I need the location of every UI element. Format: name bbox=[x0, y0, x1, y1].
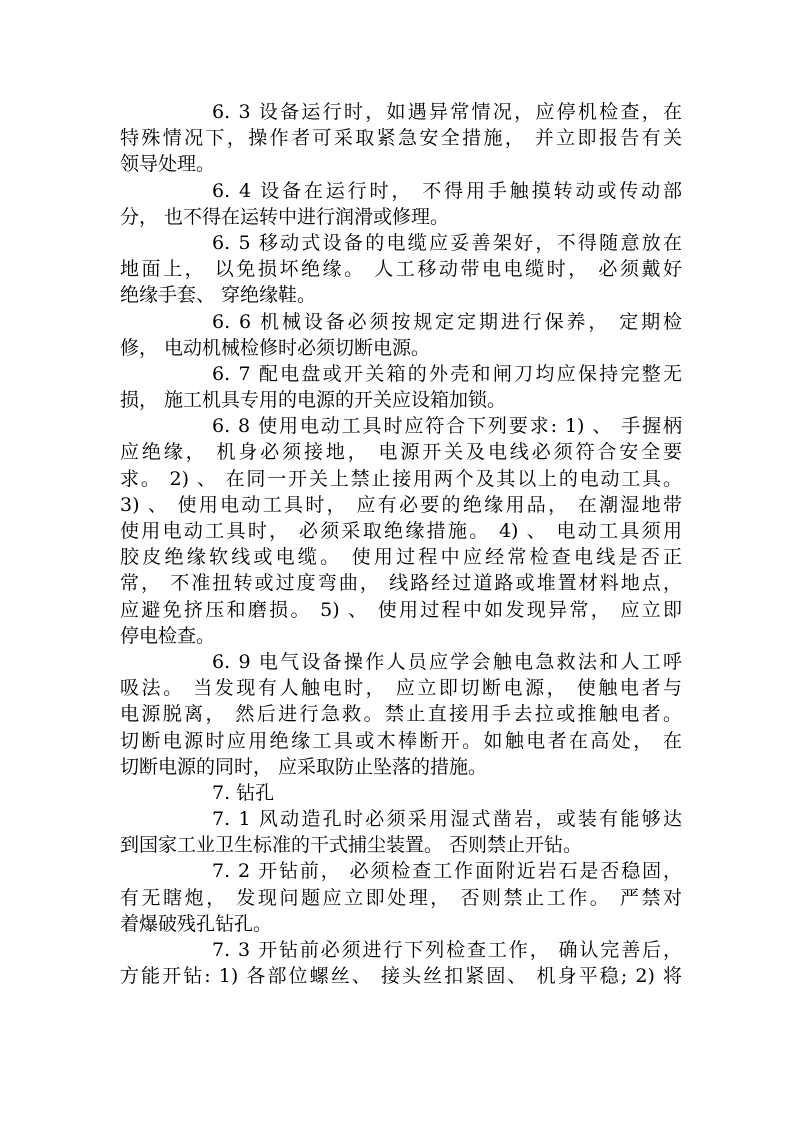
paragraph-6-7 bbox=[120, 361, 682, 413]
paragraph-6-3 bbox=[120, 99, 682, 178]
paragraph-6-9 bbox=[120, 649, 682, 780]
text-line: 6. 9 电气设备操作人员应学会触电急救法和人工呼 bbox=[212, 650, 682, 673]
text-line: 胶皮绝缘软线或电缆。 使用过程中应经常检查电线是否正 bbox=[120, 546, 682, 569]
text-line: 6. 4 设备在运行时， 不得用手触摸转动或传动部 bbox=[212, 179, 682, 202]
text-line: 地面上， 以免损坏绝缘。 人工移动带电电缆时， 必须戴好 bbox=[120, 258, 682, 281]
text-line: 着爆破残孔钻孔。 bbox=[120, 912, 273, 935]
paragraph-6-8 bbox=[120, 413, 682, 649]
text-line: 方能开钻: 1) 各部位螺丝、 接头丝扣紧固、 机身平稳; 2) 将 bbox=[120, 965, 682, 988]
section-heading-7 bbox=[120, 780, 682, 806]
text-line: 求。 2) 、 在同一开关上禁止接用两个及其以上的电动工具。 bbox=[120, 467, 682, 490]
text-line: 6. 7 配电盘或开关箱的外壳和闸刀均应保持完整无 bbox=[212, 362, 682, 385]
text-line: 损， 施工机具专用的电源的开关应设箱加锁。 bbox=[120, 389, 507, 412]
paragraph-6-4 bbox=[120, 178, 682, 230]
text-line: 电源脱离， 然后进行急救。禁止直接用手去拉或推触电者。 bbox=[120, 703, 682, 726]
text-line: 到国家工业卫生标准的干式捕尘装置。 否则禁止开钻。 bbox=[120, 834, 583, 857]
text-line: 领导处理。 bbox=[120, 153, 216, 176]
text-line: 6. 6 机械设备必须按规定定期进行保养， 定期检 bbox=[212, 310, 682, 333]
text-line: 分， 也不得在运转中进行润滑或修理。 bbox=[120, 205, 450, 228]
paragraph-7-3 bbox=[120, 937, 682, 989]
text-line: 6. 5 移动式设备的电缆应妥善架好，不得随意放在 bbox=[212, 231, 682, 254]
text-line: 切断电源时应用绝缘工具或木棒断开。如触电者在高处， 在 bbox=[120, 729, 682, 752]
document-page bbox=[120, 99, 682, 989]
text-line: 吸法。 当发现有人触电时， 应立即切断电源， 使触电者与 bbox=[120, 677, 682, 700]
text-line: 切断电源的同时， 应采取防止坠落的措施。 bbox=[120, 755, 488, 778]
text-line: 停电检查。 bbox=[120, 624, 216, 647]
text-line: 应绝缘， 机身必须接地， 电源开关及电线必须符合安全要 bbox=[120, 441, 682, 464]
text-line: 绝缘手套、 穿绝缘鞋。 bbox=[120, 284, 317, 307]
paragraph-7-2 bbox=[120, 858, 682, 937]
section-heading: 7. 钻孔 bbox=[212, 781, 275, 804]
text-line: 应避免挤压和磨损。 5) 、 使用过程中如发现异常， 应立即 bbox=[120, 598, 682, 621]
text-line: 有无瞎炮， 发现问题应立即处理， 否则禁止工作。 严禁对 bbox=[120, 886, 682, 909]
text-line: 7. 1 风动造孔时必须采用湿式凿岩，或装有能够达 bbox=[212, 808, 682, 831]
text-line: 特殊情况下，操作者可采取紧急安全措施， 并立即报告有关 bbox=[120, 127, 682, 150]
text-line: 常， 不准扭转或过度弯曲， 线路经过道路或堆置材料地点， bbox=[120, 572, 682, 595]
text-line: 7. 2 开钻前， 必须检查工作面附近岩石是否稳固， bbox=[212, 860, 682, 883]
text-line: 6. 3 设备运行时，如遇异常情况，应停机检查，在 bbox=[212, 101, 682, 123]
text-line: 6. 8 使用电动工具时应符合下列要求: 1) 、 手握柄 bbox=[212, 415, 682, 438]
paragraph-6-5 bbox=[120, 230, 682, 309]
text-line: 7. 3 开钻前必须进行下列检查工作， 确认完善后， bbox=[212, 939, 682, 961]
text-line: 修， 电动机械检修时必须切断电源。 bbox=[120, 336, 431, 359]
text-line: 3) 、 使用电动工具时， 应有必要的绝缘用品， 在潮湿地带 bbox=[120, 493, 682, 516]
paragraph-6-6 bbox=[120, 309, 682, 361]
paragraph-7-1 bbox=[120, 806, 682, 858]
text-line: 使用电动工具时， 必须采取绝缘措施。 4) 、 电动工具须用 bbox=[120, 520, 682, 542]
